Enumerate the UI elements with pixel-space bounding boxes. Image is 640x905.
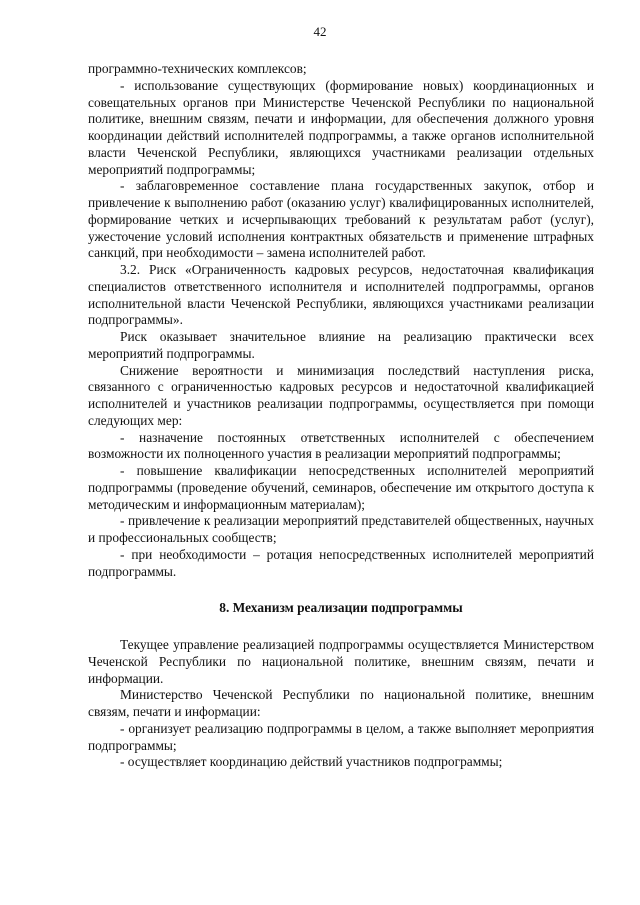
document-body bbox=[88, 61, 594, 771]
section-heading: 8. Механизм реализации подпрограммы bbox=[219, 600, 463, 616]
paragraph: Снижение вероятности и минимизация последствий наступления риска, связанного с ограниченностью кадровых ресурсов и недостаточной квалификацией исполнителей и участников реализации подпрограммы, осуществляется при помощи следующих мер: bbox=[88, 362, 594, 428]
paragraph: - организует реализацию подпрограммы в целом, а также выполняет мероприятия подпрограммы; bbox=[88, 720, 594, 753]
paragraphs-before-section bbox=[88, 61, 594, 580]
paragraph: Текущее управление реализацией подпрограммы осуществляется Министерством Чеченской Республики по национальной политике, внешним связям, печати и информации. bbox=[88, 637, 594, 686]
paragraph: - использование существующих (формирование новых) координационных и совещательных органов при Министерстве Чеченской Республики по национальной политике, внешним связям, печати и информации, для обеспечения должного уровня координации действий исполнителей подпрограммы, а также органов исполнительной власти Чеченской Республики, являющихся участниками реализации отдельных мероприятий подпрограммы; bbox=[88, 77, 594, 177]
paragraphs-after-section bbox=[88, 637, 594, 771]
page-number: 42 bbox=[313, 24, 327, 39]
paragraph: - назначение постоянных ответственных исполнителей с обеспечением возможности их полноценного участия в реализации мероприятий подпрограммы; bbox=[88, 429, 594, 462]
paragraph: - осуществляет координацию действий участников подпрограммы; bbox=[120, 754, 503, 770]
paragraph: - при необходимости – ротация непосредственных исполнителей мероприятий подпрограммы. bbox=[88, 546, 594, 579]
paragraph: 3.2. Риск «Ограниченность кадровых ресурсов, недостаточная квалификация специалистов ответственного исполнителя и исполнителей подпрограммы, органов исполнительной власти Чеченской Республики, являющихся участниками реализации подпрограммы». bbox=[88, 262, 594, 328]
paragraph: - привлечение к реализации мероприятий представителей общественных, научных и профессиональных сообществ; bbox=[88, 513, 594, 545]
paragraph: программно-технических комплексов; bbox=[88, 61, 307, 76]
paragraph: Риск оказывает значительное влияние на реализацию практически всех мероприятий подпрограммы. bbox=[88, 329, 594, 361]
paragraph: Министерство Чеченской Республики по национальной политике, внешним связям, печати и информации: bbox=[88, 687, 594, 719]
paragraph: - заблаговременное составление плана государственных закупок, отбор и привлечение к выполнению работ (оказанию услуг) квалифицированных исполнителей, формирование четких и исчерпывающих требований к результатам работ (услуг), ужесточение условий исполнения контрактных обязательств и применение штрафных санкций, при необходимости – замена исполнителей работ. bbox=[88, 178, 594, 261]
paragraph: - повышение квалификации непосредственных исполнителей мероприятий подпрограммы (проведение обучений, семинаров, обеспечение им открытого доступа к методическим и информационным материалам); bbox=[88, 463, 594, 512]
